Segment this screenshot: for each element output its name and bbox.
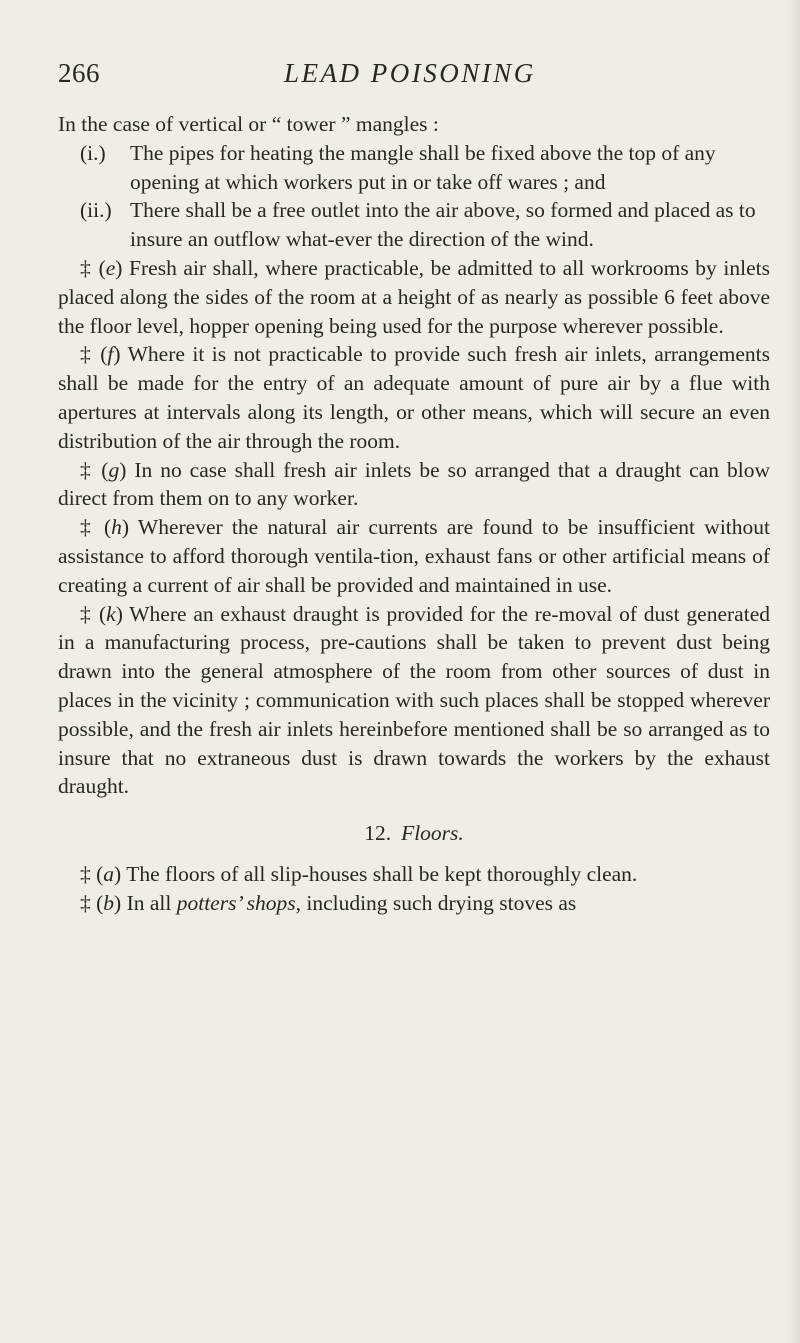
clause-text: ) Where it is not practicable to provide such fresh air inlets, arrangements shall be made for the entry of an adequate amount of pure air by a flue with apertures at intervals along its length, or other means, which will secure an even distribution of the air through the room. [58,342,770,453]
list-item-ii [80,196,770,254]
running-title: LEAD POISONING [284,58,536,88]
double-dagger-mark: ‡ ( [80,861,104,886]
double-dagger-mark: ‡ ( [80,515,112,540]
double-dagger-mark: ‡ ( [80,457,109,482]
list-item-number: (ii.) [80,198,112,223]
body-text [58,110,770,918]
clause-letter: b [103,890,115,915]
paragraph-e [58,254,770,340]
paragraph-h [58,513,770,599]
list-item-text: There shall be a free outlet into the air above, so formed and placed as to insure an outflow what-ever the direction of the wind. [130,198,756,252]
page-header [58,58,758,98]
clause-text: ) Fresh air shall, where practicable, be admitted to all workrooms by inlets placed along the sides of the room at a height of as nearly as possible 6 feet above the floor level, hopper opening being used for the purpose wherever possible. [58,255,770,338]
clause-text: ) Where an exhaust draught is provided for the re-moval of dust generated in a manufacturing process, pre-cautions shall be taken to prevent dust being drawn into the general atmosphere of the room from other sources of dust in places in the vicinity ; communication with such places shall be stopped wherever possible, and the fresh air inlets hereinbefore mentioned shall be so arranged as to insure that no extraneous dust is drawn towards the workers by the exhaust draught. [58,601,770,799]
paragraph-floors-a [58,860,770,889]
clause-text: ) Wherever the natural air currents are found to be insufficient without assistance to afford thorough ventila-tion, exhaust fans or other artificial means of creating a current of air shall be provided and maintained in use. [58,515,770,597]
list-item-number: (i.) [80,140,106,165]
clause-letter: a [103,861,115,886]
clause-letter: e [105,255,116,280]
page-edge-shadow [786,0,800,1343]
paragraph-k [58,600,770,802]
paragraph-g [58,456,770,514]
clause-text: ) The floors of all slip-houses shall be kept thoroughly clean. [114,861,638,886]
double-dagger-mark: ‡ ( [80,255,106,280]
paragraph-f [58,340,770,455]
clause-letter: k [106,601,116,626]
clause-text: ) In no case shall fresh air inlets be so arranged that a draught can blow direct from them on to any worker. [58,457,770,511]
intro-paragraph: In the case of vertical or “ tower ” mangles : [58,112,439,136]
list-item-text: The pipes for heating the mangle shall be fixed above the top of any opening at which workers put in or take off wares ; and [130,140,716,194]
double-dagger-mark: ‡ ( [80,601,107,626]
double-dagger-mark: ‡ ( [80,890,104,915]
clause-text: including such drying stoves as [300,890,577,915]
section-number: 12. [364,821,392,846]
clause-letter: f [107,342,114,367]
section-title: Floors. [401,821,464,846]
section-heading-floors [58,819,770,848]
paragraph-floors-b [58,889,770,918]
list-item-i [80,139,770,197]
clause-letter: g [108,457,120,482]
clause-letter: h [111,515,122,540]
clause-text: ) In all [114,890,177,915]
emphasized-text: potters’ shops, [176,890,301,915]
double-dagger-mark: ‡ ( [80,342,108,367]
page-number: 266 [58,58,100,88]
